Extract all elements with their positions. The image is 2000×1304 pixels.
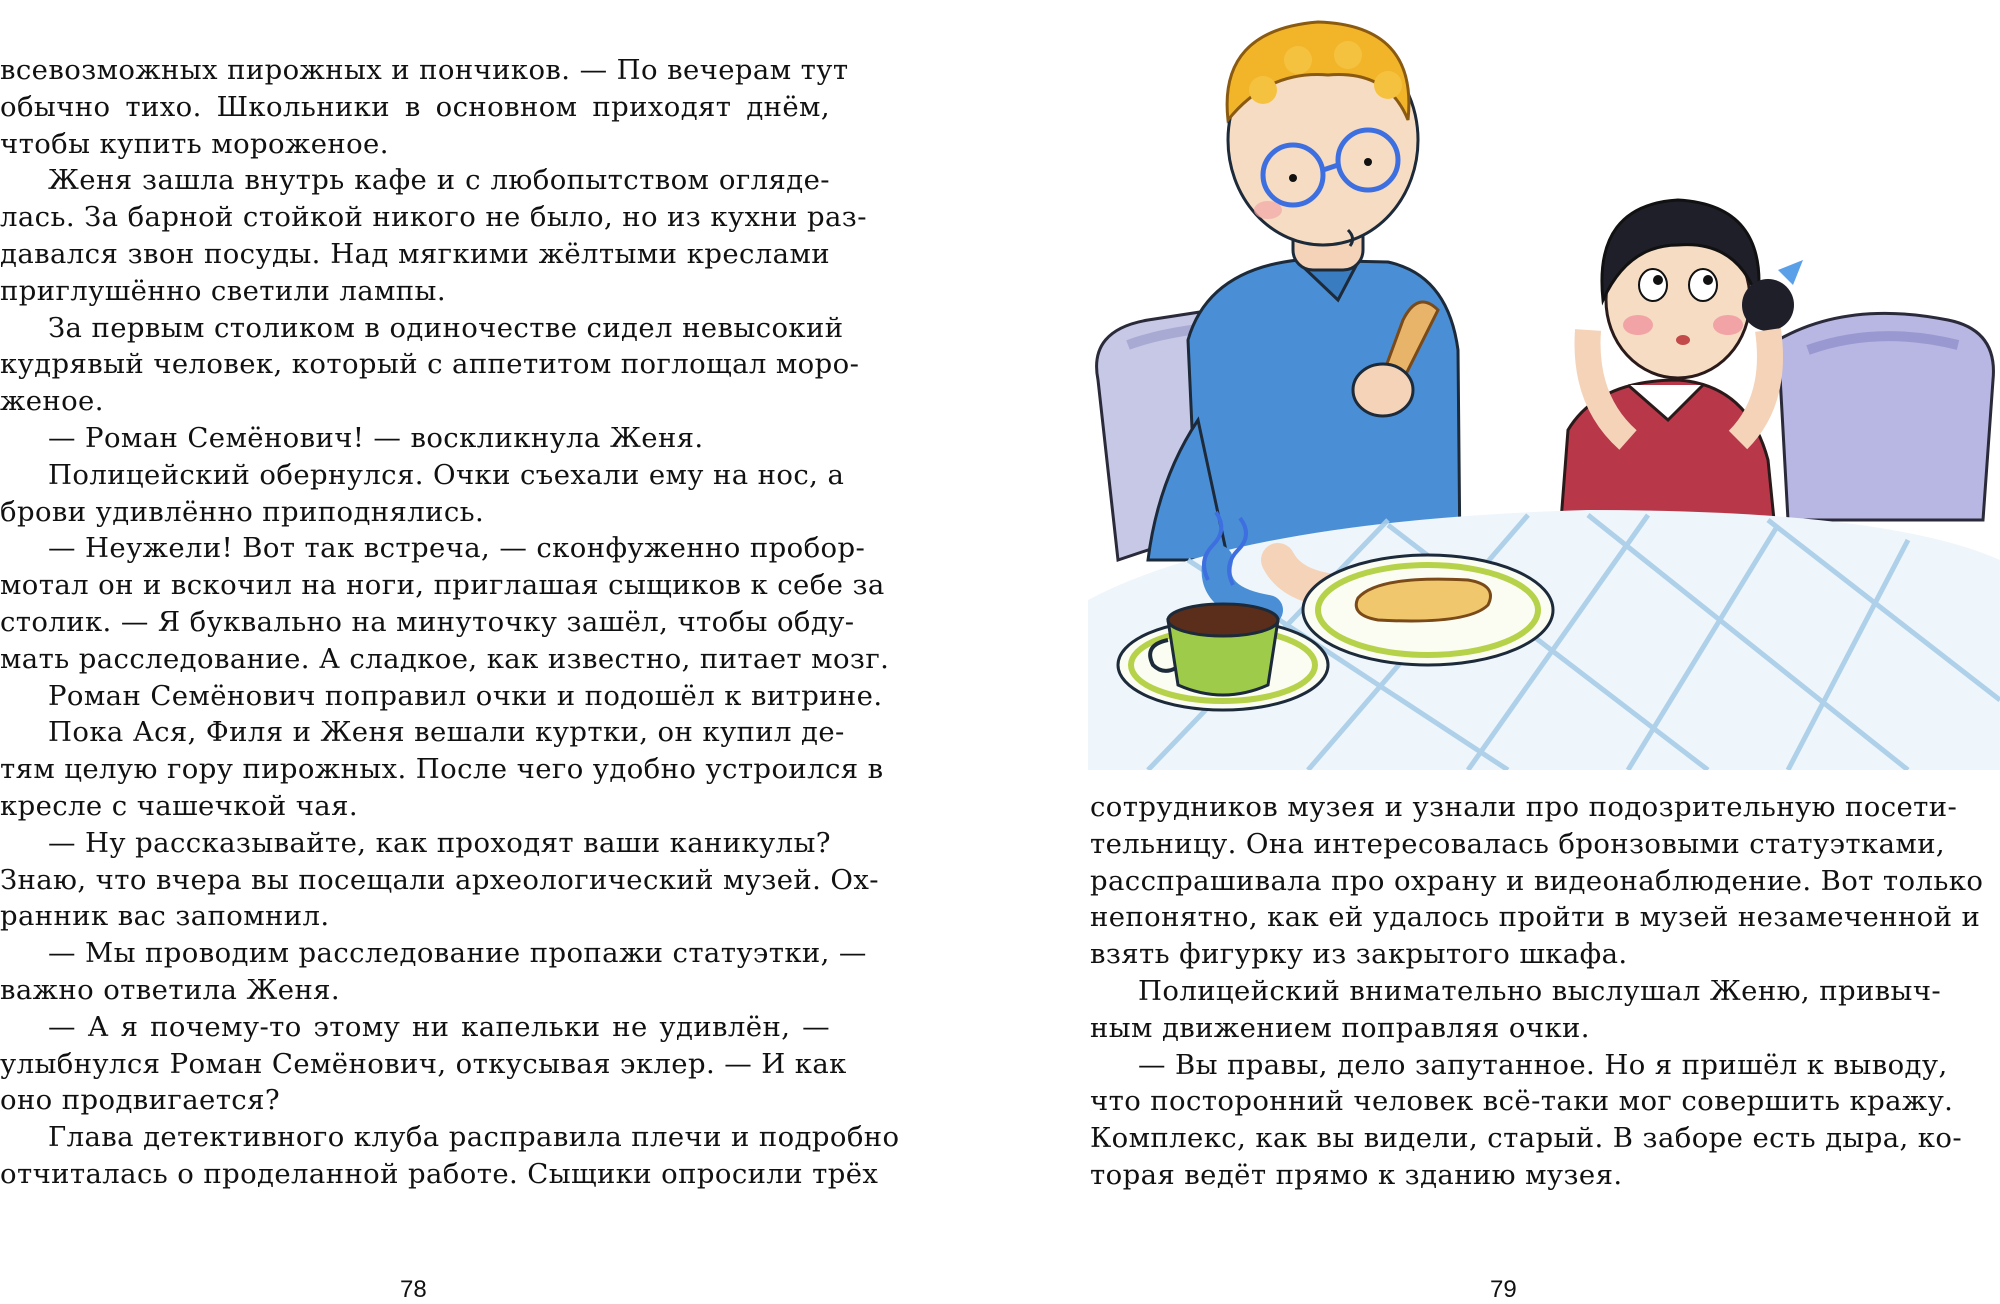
text-line: тельницу. Она интересовалась бронзовыми статуэтками, [1090, 827, 1946, 860]
text-line: Женя зашла внутрь кафе и с любопытством огляде- [48, 164, 830, 197]
right-page-number: 79 [1490, 1276, 1517, 1303]
text-line: всевозможных пирожных и пончиков. — По вечерам тут [0, 54, 849, 86]
text-line: Пока Ася, Филя и Женя вешали куртки, он купил де- [48, 716, 845, 749]
text-line: кудрявый человек, который с аппетитом поглощал моро- [0, 348, 860, 381]
text-line: кресле с чашечкой чая. [0, 789, 358, 822]
text-line: брови удивлённо приподнялись. [0, 495, 485, 528]
text-line: сотрудников музея и узнали про подозрительную посети- [1090, 791, 1958, 823]
text-line: важно ответила Женя. [0, 973, 341, 1006]
text-line: расспрашивала про охрану и видеонаблюдение. Вот только [1090, 864, 1984, 897]
text-line: — А я почему-то этому ни капельки не удивлён, — [48, 1010, 830, 1043]
cafe-illustration [1088, 0, 2000, 770]
policeman-figure [1148, 22, 1460, 560]
text-line: лась. За барной стойкой никого не было, но из кухни раз- [0, 201, 867, 234]
left-page-text [0, 52, 900, 1193]
text-line: что посторонний человек всё-таки мог совершить кражу. [1090, 1085, 1954, 1118]
right-armchair [1778, 313, 1993, 520]
text-line: Полицейский внимательно выслушал Женю, привыч- [1138, 974, 1942, 1007]
text-line: приглушённо светили лампы. [0, 274, 446, 307]
text-line: мать расследование. А сладкое, как известно, питает мозг. [0, 642, 890, 675]
text-line: ным движением поправляя очки. [1090, 1011, 1590, 1044]
text-line: обычно тихо. Школьники в основном приходят днём, [0, 90, 830, 123]
left-page [0, 0, 900, 1303]
eclair-plate [1303, 555, 1553, 665]
text-line: оно продвигается? [0, 1084, 281, 1117]
text-line: — Ну рассказывайте, как проходят ваши каникулы? [48, 826, 831, 859]
text-line: женое. [0, 385, 104, 418]
text-line: Роман Семёнович поправил очки и подошёл к витрине. [48, 679, 883, 712]
text-line: торая ведёт прямо к зданию музея. [1090, 1158, 1623, 1191]
text-line: За первым столиком в одиночестве сидел невысокий [48, 311, 844, 344]
text-line: ранник вас запомнил. [0, 900, 330, 933]
text-line: давался звон посуды. Над мягкими жёлтыми креслами [0, 237, 830, 270]
text-line: взять фигурку из закрытого шкафа. [1090, 938, 1628, 971]
girl-figure [1558, 200, 1803, 560]
left-page-number: 78 [400, 1276, 427, 1303]
text-line: — Вы правы, дело запутанное. Но я пришёл к выводу, [1138, 1048, 1948, 1081]
text-line: чтобы купить мороженое. [0, 127, 389, 160]
right-page-text [1090, 789, 1984, 1194]
text-line: улыбнулся Роман Семёнович, откусывая эклер. — И как [0, 1047, 847, 1080]
text-line: столик. — Я буквально на минуточку зашёл, чтобы обду- [0, 605, 855, 638]
text-line: Глава детективного клуба расправила плечи и подробно [48, 1121, 900, 1154]
text-line: мотал он и вскочил на ноги, приглашая сыщиков к себе за [0, 569, 885, 602]
text-line: Комплекс, как вы видели, старый. В заборе есть дыра, ко- [1090, 1122, 1963, 1155]
text-line: — Роман Семёнович! — воскликнула Женя. [48, 421, 704, 454]
text-line: тям целую гору пирожных. После чего удобно устроился в [0, 753, 884, 786]
text-line: непонятно, как ей удалось пройти в музей незамеченной и [1090, 901, 1981, 934]
text-line: — Неужели! Вот так встреча, — сконфуженно пробор- [48, 532, 866, 565]
text-line: Знаю, что вчера вы посещали археологический музей. Ох- [0, 863, 879, 896]
text-line: — Мы проводим расследование пропажи статуэтки, — [48, 937, 867, 970]
text-line: отчиталась о проделанной работе. Сыщики опросили трёх [0, 1157, 879, 1190]
text-line: Полицейский обернулся. Очки съехали ему на нос, а [48, 458, 845, 491]
